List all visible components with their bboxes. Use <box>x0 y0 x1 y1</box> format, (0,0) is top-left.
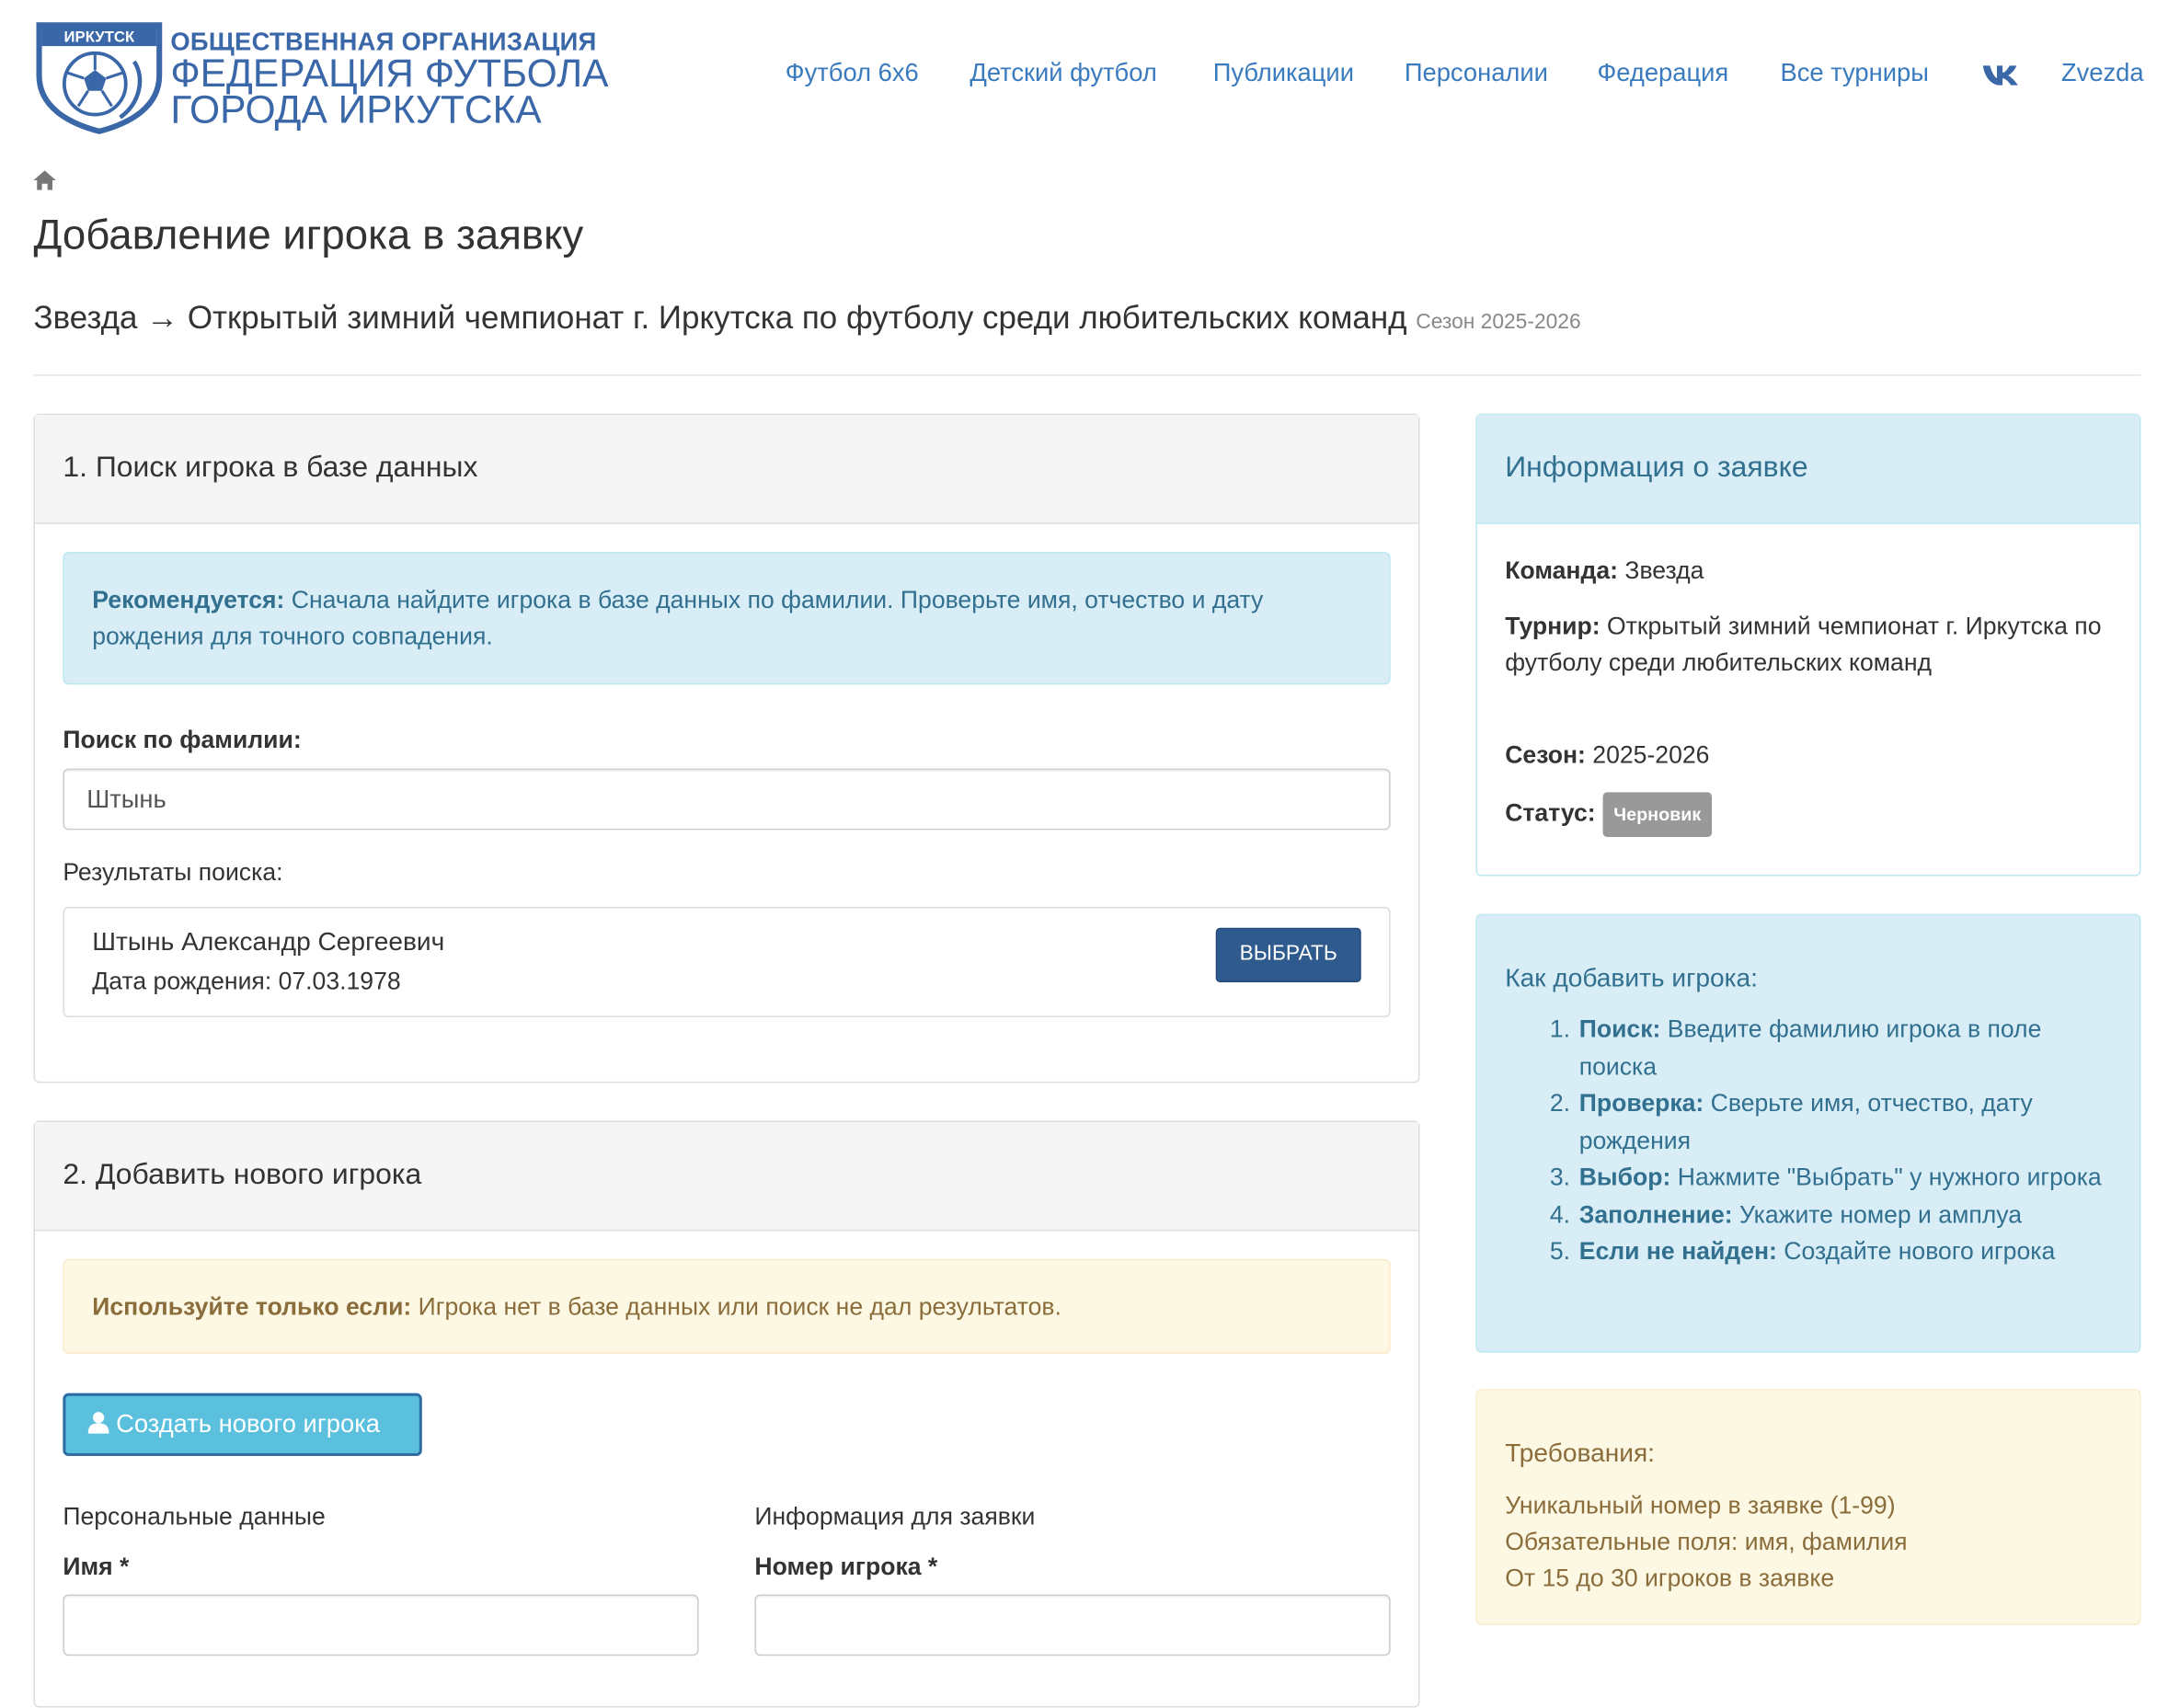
new-player-panel-title: 2. Добавить нового игрока <box>63 1158 422 1191</box>
howto-step: 1. Поиск: Введите фамилию игрока в поле поиска <box>1549 1014 2042 1080</box>
howto-panel <box>1475 914 2140 1353</box>
team-tournament-heading: Звезда → Открытый зимний чемпионат г. Иркутска по футболу среди любительских команд <box>33 299 1407 336</box>
player-number-input[interactable] <box>754 1594 1390 1656</box>
info-status-label: Статус: <box>1505 798 1596 827</box>
new-player-panel-header <box>35 1122 1418 1232</box>
personal-data-heading: Персональные данные <box>63 1502 326 1530</box>
howto-step: 2. Проверка: Сверьте имя, отчество, дату рождения <box>1549 1088 2033 1154</box>
info-status <box>1505 792 2114 837</box>
info-team <box>1505 552 2114 589</box>
requirements-panel <box>1475 1389 2140 1625</box>
new-player-warning-alert <box>63 1259 1390 1354</box>
search-label: Поиск по фамилии: <box>63 725 302 753</box>
search-panel-header <box>35 415 1418 523</box>
howto-title: Как добавить игрока: <box>1505 962 1758 992</box>
howto-step: 3. Выбор: Нажмите "Выбрать" у нужного игрока <box>1549 1162 2102 1191</box>
howto-step: 4. Заполнение: Укажите номер и амплуа <box>1549 1199 2023 1228</box>
season-label: Сезон 2025-2026 <box>1416 310 1581 335</box>
requirement-line: Обязательные поля: имя, фамилия <box>1505 1527 1908 1555</box>
search-panel <box>33 414 1419 1083</box>
player-number-label: Номер игрока * <box>754 1552 938 1581</box>
result-birth-date: Дата рождения: 07.03.1978 <box>92 967 401 995</box>
info-tournament-value: Открытый зимний чемпионат г. Иркутска по футболу среди любительских команд <box>1505 612 2102 677</box>
requirements-title: Требования: <box>1505 1438 1655 1468</box>
create-new-player-button[interactable] <box>63 1393 421 1456</box>
status-badge: Черновик <box>1602 792 1712 837</box>
first-name-input[interactable] <box>63 1594 698 1656</box>
nav-item-persons[interactable]: Персоналии <box>1404 58 1548 87</box>
logo-line-organization: ОБЩЕСТВЕННАЯ ОРГАНИЗАЦИЯ <box>170 28 597 56</box>
divider <box>33 374 2140 376</box>
info-season-value: 2025-2026 <box>1585 740 1710 769</box>
results-label: Результаты поиска: <box>63 857 283 887</box>
application-info-heading: Информация для заявки <box>754 1502 1036 1530</box>
nav-item-kids-football[interactable]: Детский футбол <box>970 58 1157 87</box>
alert-strong: Используйте только если: <box>92 1292 412 1321</box>
requirement-line: От 15 до 30 игроков в заявке <box>1505 1564 1835 1592</box>
first-name-label: Имя * <box>63 1552 130 1581</box>
howto-steps <box>1505 1010 2119 1269</box>
search-input[interactable]: Штынь <box>63 769 1390 831</box>
svg-text:ИРКУТСК: ИРКУТСК <box>63 28 135 46</box>
info-team-label: Команда: <box>1505 556 1619 585</box>
logo-line-city: ГОРОДА ИРКУТСКА <box>170 87 542 132</box>
search-recommend-alert <box>63 552 1390 684</box>
info-tournament-label: Турнир: <box>1505 612 1601 640</box>
result-player-name: Штынь Александр Сергеевич <box>92 926 445 957</box>
federation-logo[interactable] <box>33 19 165 134</box>
page-title: Добавление игрока в заявку <box>33 212 584 259</box>
alert-text: Игрока нет в базе данных или поиск не дал результатов. <box>411 1292 1061 1321</box>
search-panel-title: 1. Поиск игрока в базе данных <box>63 451 478 484</box>
logo-line-federation: ФЕДЕРАЦИЯ ФУТБОЛА <box>170 52 609 96</box>
alert-strong: Рекомендуется: <box>92 585 285 613</box>
info-tournament <box>1505 608 2114 681</box>
nav-item-all-tournaments[interactable]: Все турниры <box>1780 58 1929 87</box>
application-info-header <box>1477 415 2140 523</box>
alert-text: Сначала найдите игрока в базе данных по фамилии. Проверьте имя, отчество и дату рождения для точного совпадения. <box>92 585 1264 650</box>
nav-user-link[interactable]: Zvezda <box>2060 58 2144 87</box>
nav-item-publications[interactable]: Публикации <box>1212 58 1354 87</box>
howto-step: 5. Если не найден: Создайте нового игрока <box>1549 1236 2056 1265</box>
page-subtitle <box>33 299 1580 337</box>
create-button-label: Создать нового игрока <box>116 1409 381 1439</box>
info-team-value: Звезда <box>1618 556 1704 585</box>
user-icon <box>88 1411 109 1433</box>
vk-icon[interactable] <box>1981 64 2021 94</box>
info-season <box>1505 737 2114 774</box>
application-info-title: Информация о заявке <box>1505 451 1808 484</box>
requirement-line: Уникальный номер в заявке (1-99) <box>1505 1491 1896 1519</box>
home-icon[interactable] <box>33 170 55 189</box>
application-info-panel <box>1475 414 2140 877</box>
nav-item-federation[interactable]: Федерация <box>1597 58 1729 87</box>
info-season-label: Сезон: <box>1505 740 1586 769</box>
select-player-button[interactable]: ВЫБРАТЬ <box>1216 928 1361 982</box>
search-result-item <box>63 907 1390 1017</box>
new-player-panel <box>33 1120 1419 1707</box>
nav-item-football-6x6[interactable]: Футбол 6x6 <box>785 58 919 87</box>
